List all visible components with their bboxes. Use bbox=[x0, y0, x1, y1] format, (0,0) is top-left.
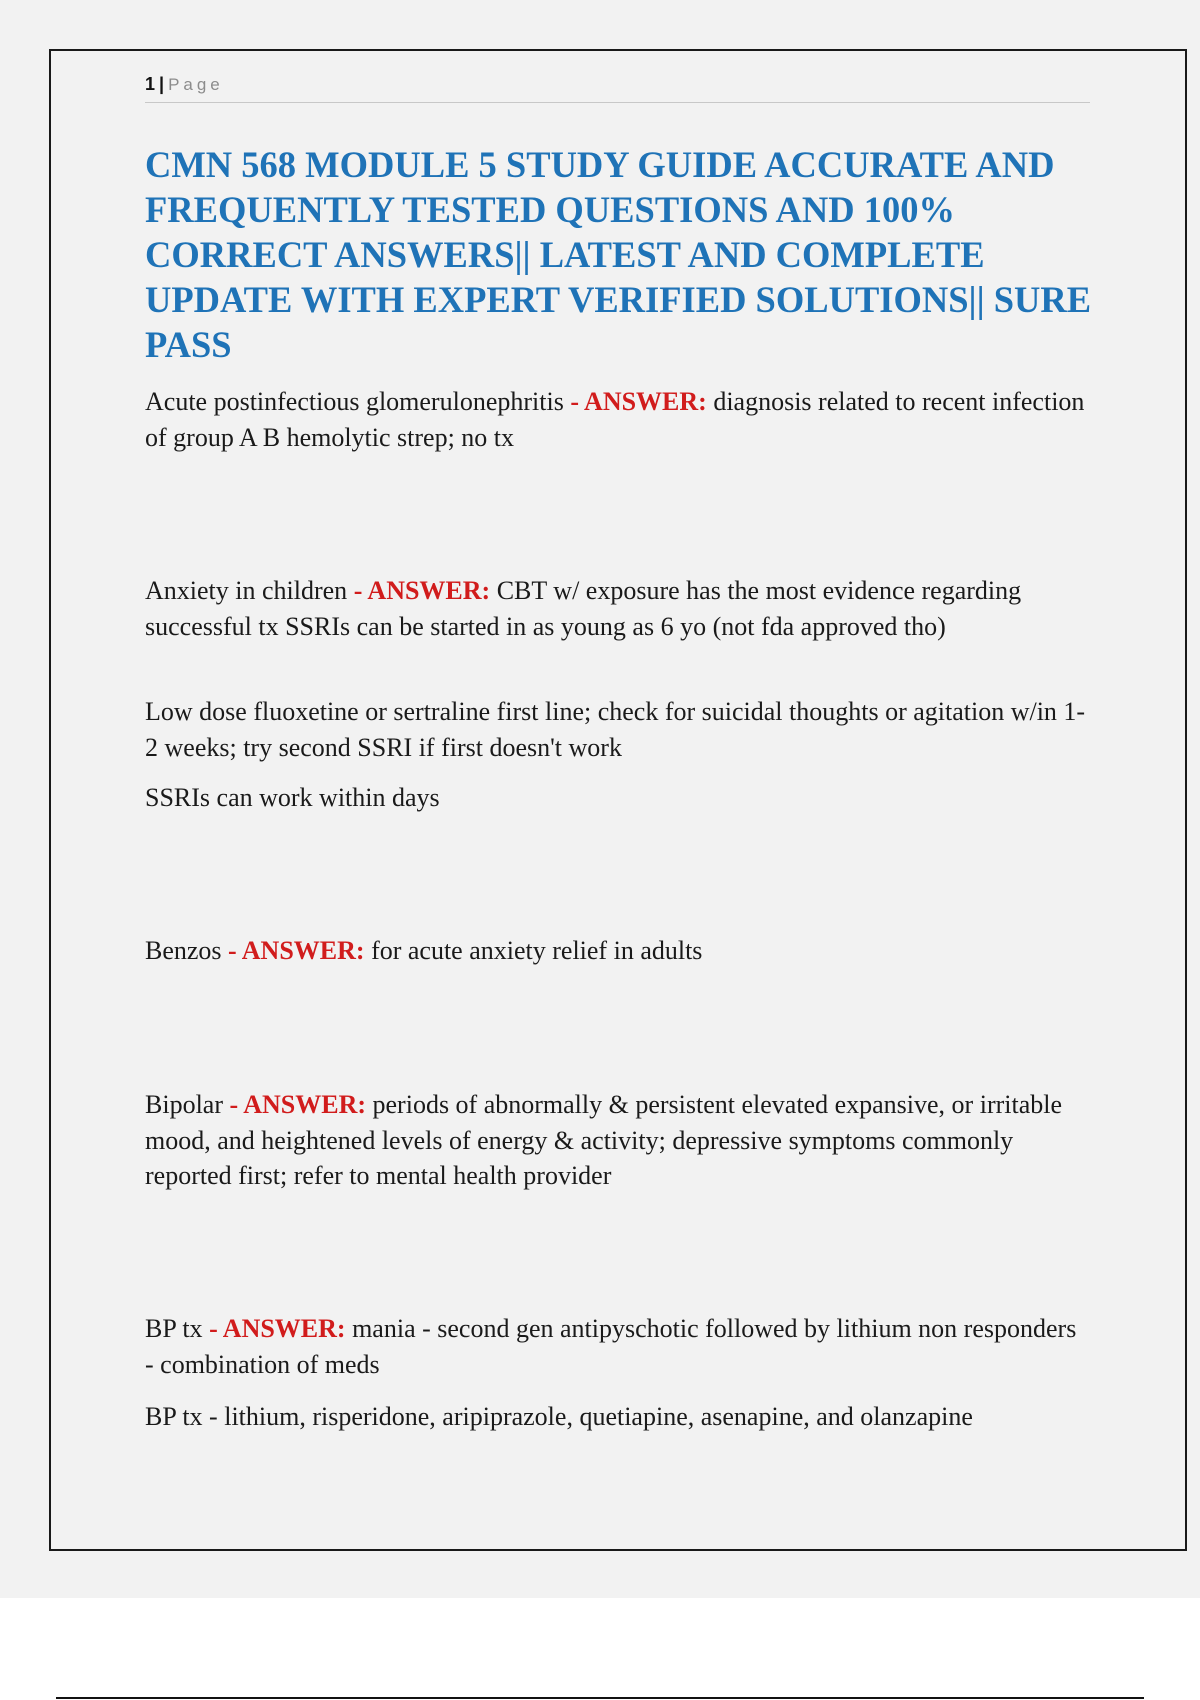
page-separator: | bbox=[159, 74, 165, 94]
answer-marker: - ANSWER: bbox=[570, 387, 707, 416]
answer-marker: - ANSWER: bbox=[209, 1314, 346, 1343]
entry-answer: for acute anxiety relief in adults bbox=[371, 936, 703, 965]
entry-answer: diagnosis related to recent infection of group A B hemolytic strep; no tx bbox=[145, 387, 1085, 452]
answer-marker: - ANSWER: bbox=[228, 936, 365, 965]
answer-marker: - ANSWER: bbox=[229, 1090, 367, 1119]
entry-answer: periods of abnormally & persistent elevated expansive, or irritable mood, and heightened levels of energy & activity; depressive symptoms commonly reported first; refer to mental health provider bbox=[145, 1090, 1063, 1190]
entry-note: Low dose fluoxetine or sertraline first line; check for suicidal thoughts or agitation w/in 1-2 weeks; try second SSRI if first doesn't work bbox=[145, 697, 1086, 762]
qa-entry bbox=[145, 1311, 1090, 1382]
entry-term: Bipolar bbox=[145, 1090, 223, 1119]
qa-entry bbox=[145, 1087, 1090, 1194]
document-title: CMN 568 MODULE 5 STUDY GUIDE ACCURATE AND FREQUENTLY TESTED QUESTIONS AND 100% CORRECT ANSWERS|| LATEST AND COMPLETE UPDATE WITH EXPERT VERIFIED SOLUTIONS|| SURE PASS bbox=[145, 144, 1092, 365]
entry-answer: CBT w/ exposure has the most evidence regarding successful tx SSRIs can be started in as young as 6 yo (not fda approved tho) bbox=[145, 576, 1022, 641]
entry-note: BP tx - lithium, risperidone, aripiprazole, quetiapine, asenapine, and olanzapine bbox=[145, 1402, 973, 1431]
qa-entry bbox=[145, 933, 1090, 969]
entry-note: SSRIs can work within days bbox=[145, 783, 440, 812]
answer-marker: - ANSWER: bbox=[353, 576, 491, 605]
entry-term: Anxiety in children bbox=[145, 576, 348, 605]
entry-term: Benzos bbox=[145, 936, 222, 965]
qa-entry bbox=[145, 384, 1090, 455]
page-label: Page bbox=[168, 75, 224, 94]
entry-term: BP tx bbox=[145, 1314, 203, 1343]
entry-answer: mania - second gen antipyschotic followed by lithium non responders - combination of meds bbox=[145, 1314, 1077, 1379]
next-page-rule bbox=[56, 1697, 1144, 1699]
page-number: 1 bbox=[145, 74, 156, 94]
page-header bbox=[145, 72, 1090, 103]
entry-term: Acute postinfectious glomerulonephritis bbox=[145, 387, 564, 416]
qa-entry bbox=[145, 573, 1090, 644]
